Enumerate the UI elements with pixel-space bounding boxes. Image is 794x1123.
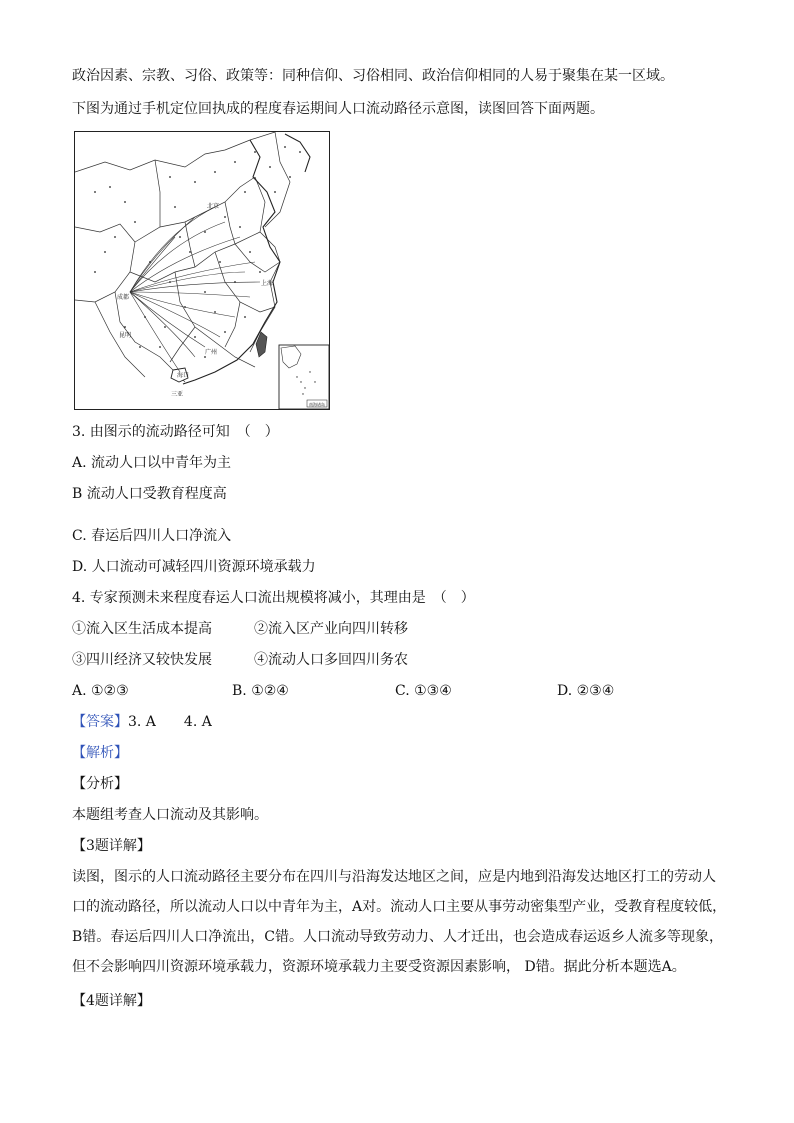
q3-option-b: B 流动人口受教育程度高 [72, 486, 227, 502]
q4-option-a: A. ①②③ [72, 683, 129, 699]
q4-option-d: D. ②③④ [557, 683, 615, 699]
q4-option-c: C. ①③④ [395, 683, 452, 699]
answer-line [72, 713, 212, 731]
intro-line-2: 下图为通过手机定位回执成的程度春运期间人口流动路径示意图，读图回答下面两题。 [72, 101, 604, 117]
q4-stem: 4. 专家预测未来程度春运人口流出规模将减小，其理由是 （ ） [72, 590, 475, 606]
q3-stem: 3. 由图示的流动路径可知 （ ） [72, 424, 279, 440]
q3-option-a: A. 流动人口以中青年为主 [72, 455, 232, 471]
map-svg [75, 132, 329, 409]
answer-label: 【答案】 [72, 714, 128, 730]
south-china-sea-inset [279, 345, 329, 409]
q4-statement-1: ①流入区生活成本提高 [72, 621, 212, 637]
q4-statement-2: ②流入区产业向四川转移 [254, 621, 408, 637]
label-kunming: 昆明 [119, 332, 132, 339]
q3-option-c: C. 春运后四川人口净流入 [72, 528, 232, 544]
q3-detail-text: 读图，图示的人口流动路径主要分布在四川与沿海发达地区之间，应是内地到沿海发达地区打工的劳动人口的流动路径，所以流动人口以中青年为主，A对。流动人口主要从事劳动密集型产业，受教育程度较低，B错。春运后四川人口净流出，C错。人口流动导致劳动力、人才迁出，也会造成春运返乡人流多等现象，但不会影响四川资源环境承载力，资源环境承载力主要受资源因素影响， D错。据此分析本题选A。 [72, 869, 727, 975]
fenxi-text: 本题组考查人口流动及其影响。 [72, 807, 268, 823]
intro-line-1: 政治因素、宗教、习俗、政策等：同种信仰、习俗相同、政治信仰相同的人易于聚集在某一区域。 [72, 68, 674, 84]
q4-detail-label: 【4题详解】 [72, 993, 151, 1009]
q4-option-b: B. ①②④ [232, 683, 289, 699]
q4-statement-4: ④流动人口多回四川务农 [254, 652, 408, 668]
label-shanghai: 上海 [261, 280, 274, 287]
flow-paths [130, 207, 260, 372]
q3-option-d: D. 人口流动可减轻四川资源环境承载力 [72, 559, 316, 575]
q3-detail-label: 【3题详解】 [72, 838, 151, 854]
q4-statement-3: ③四川经济又较快发展 [72, 652, 212, 668]
city-dots [94, 146, 301, 358]
answer-text: 3. A 4. A [128, 714, 212, 730]
inset-caption: 南海诸岛 [309, 402, 325, 407]
analysis-label: 【解析】 [72, 745, 128, 761]
fenxi-label: 【分析】 [72, 776, 128, 792]
label-beijing: 北京 [207, 203, 220, 210]
label-sanya: 三亚 [171, 391, 184, 398]
population-flow-map [74, 131, 330, 410]
label-chengdu: 成都 [117, 294, 130, 301]
label-haikou: 海口 [177, 372, 190, 379]
label-guangzhou: 广州 [205, 349, 218, 356]
